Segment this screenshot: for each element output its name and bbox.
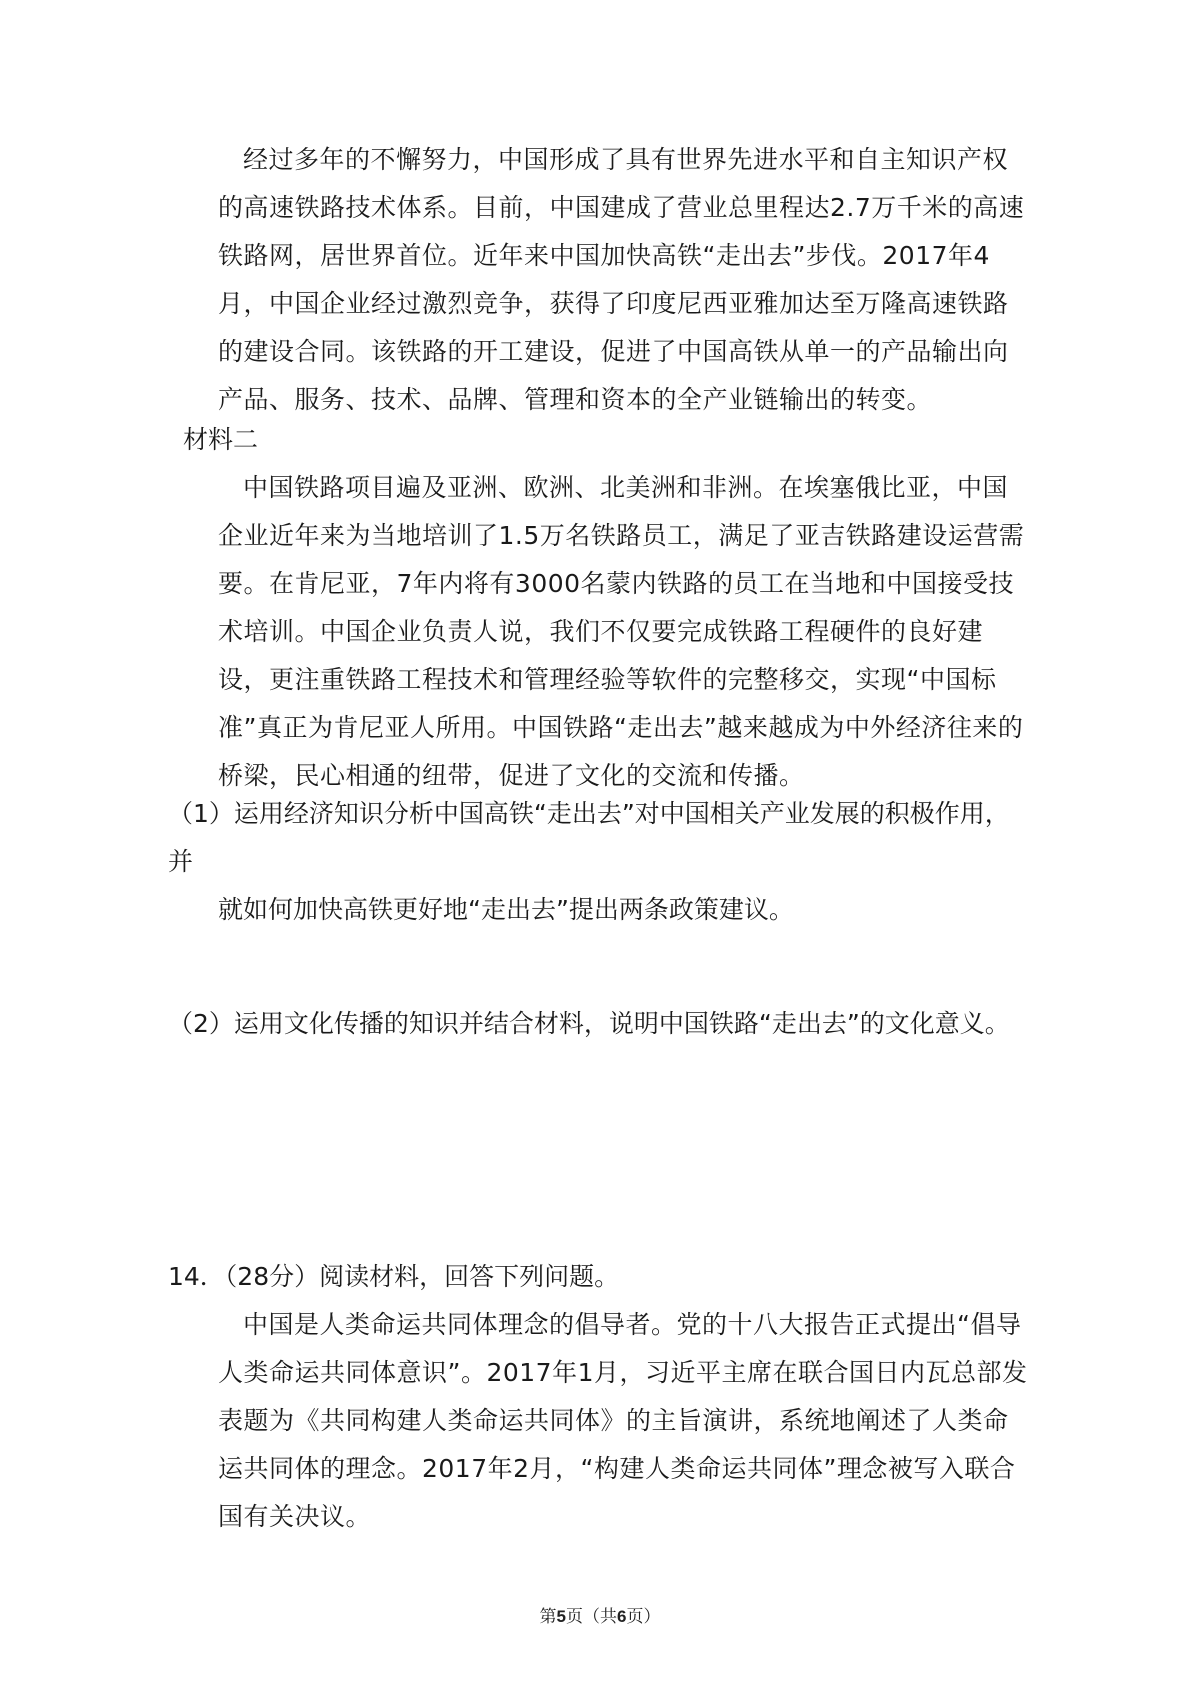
footer-page-number: 5 xyxy=(556,1607,566,1626)
page-footer xyxy=(0,1602,1200,1627)
material-2-paragraph: 中国铁路项目遍及亚洲、欧洲、北美洲和非洲。在埃塞俄比亚，中国企业近年来为当地培训了1.5万名铁路员工，满足了亚吉铁路建设运营需要。在肯尼亚，7年内将有3000名蒙内铁路的员工在当地和中国接受技术培训。中国企业负责人说，我们不仅要完成铁路工程硬件的良好建设，更注重铁路工程技术和管理经验等软件的完整移交，实现“中国标准”真正为肯尼亚人所用。中国铁路“走出去”越来越成为中外经济往来的桥梁，民心相通的纽带，促进了文化的交流和传播。 xyxy=(218,473,1025,790)
question-1-line-1: （1）运用经济知识分析中国高铁“走出去”对中国相关产业发展的积极作用，并 xyxy=(168,799,1010,876)
material-1-paragraph: 经过多年的不懈努力，中国形成了具有世界先进水平和自主知识产权的高速铁路技术体系。目前，中国建成了营业总里程达2.7万千米的高速铁路网，居世界首位。近年来中国加快高铁“走出去”步伐。2017年4月，中国企业经过激烈竞争，获得了印度尼西亚雅加达至万隆高速铁路的建设合同。该铁路的开工建设，促进了中国高铁从单一的产品输出向产品、服务、技术、品牌、管理和资本的全产业链输出的转变。 xyxy=(218,145,1025,414)
question-1 xyxy=(168,790,1028,934)
question-14-header: 14．（28分）阅读材料，回答下列问题。 xyxy=(168,1262,620,1291)
question-14-paragraph: 中国是人类命运共同体理念的倡导者。党的十八大报告正式提出“倡导人类命运共同体意识”。2017年1月，习近平主席在联合国日内瓦总部发表题为《共同构建人类命运共同体》的主旨演讲，系统地阐述了人类命运共同体的理念。2017年2月，“构建人类命运共同体”理念被写入联合国有关决议。 xyxy=(218,1310,1028,1531)
footer-middle: 页（共 xyxy=(566,1607,617,1627)
question-1-line-2: 就如何加快高铁更好地“走出去”提出两条政策建议。 xyxy=(218,895,794,924)
footer-prefix: 第 xyxy=(539,1607,557,1627)
footer-suffix: 页） xyxy=(626,1607,661,1627)
footer-total-pages: 6 xyxy=(617,1607,627,1626)
question-2: （2）运用文化传播的知识并结合材料，说明中国铁路“走出去”的文化意义。 xyxy=(168,1009,1010,1038)
material-2-label: 材料二 xyxy=(183,425,259,454)
